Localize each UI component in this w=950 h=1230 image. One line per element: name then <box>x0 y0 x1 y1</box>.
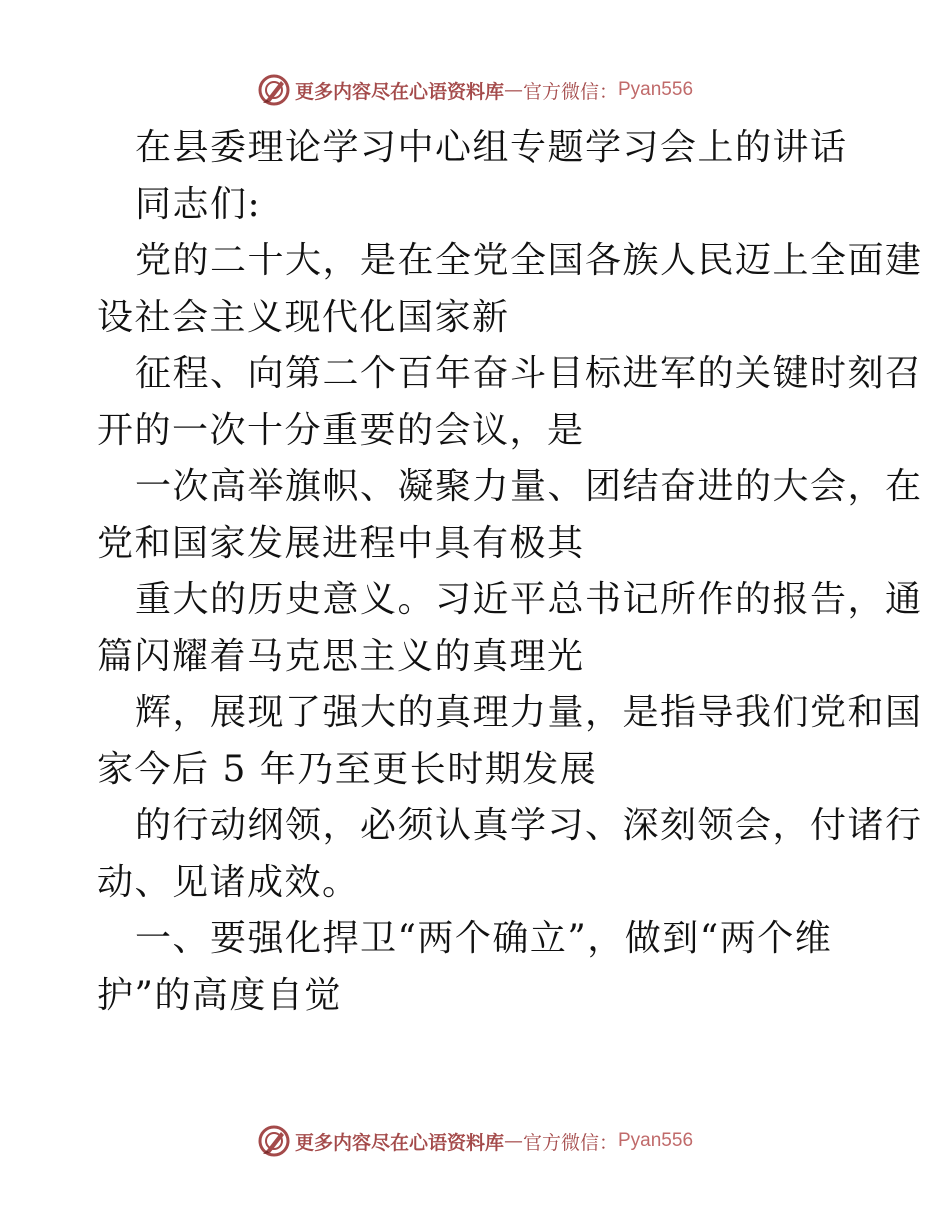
paragraph-line: 家今后 5 年乃至更长时期发展 <box>97 748 598 790</box>
paragraph-line: 征程、向第二个百年奋斗目标进军的关键时刻召 <box>135 353 923 394</box>
document-title: 在县委理论学习中心组专题学习会上的讲话 <box>135 127 848 168</box>
watermark-dash: — <box>503 1130 523 1152</box>
watermark-sub-text: 官方微信： <box>522 80 618 103</box>
paragraph-line: 动、见诸成效。 <box>97 861 360 903</box>
footer-watermark <box>0 1121 950 1161</box>
document-greeting: 同志们: <box>135 183 262 225</box>
paragraph-line: 设社会主义现代化国家新 <box>97 296 510 338</box>
paragraph-line: 开的一次十分重要的会议，是 <box>97 409 585 451</box>
header-watermark <box>0 70 950 110</box>
watermark-main-text: 更多内容尽在心语资料库 <box>294 1131 504 1154</box>
pen-nib-logo-icon <box>257 73 291 107</box>
paragraph-line: 辉，展现了强大的真理力量，是指导我们党和国 <box>135 692 923 733</box>
paragraph-line: 党的二十大，是在全党全国各族人民迈上全面建 <box>135 240 923 281</box>
watermark-main-text: 更多内容尽在心语资料库 <box>294 80 504 103</box>
paragraph-line: 党和国家发展进程中具有极其 <box>97 522 585 564</box>
watermark-wechat-id: Pyan556 <box>618 79 694 100</box>
document-body <box>97 120 923 1024</box>
paragraph-line: 重大的历史意义。习近平总书记所作的报告，通 <box>135 579 923 620</box>
paragraph-line: 的行动纲领，必须认真学习、深刻领会，付诸行 <box>135 805 923 846</box>
watermark-dash: — <box>503 79 523 101</box>
watermark-wechat-id: Pyan556 <box>618 1130 694 1151</box>
paragraph-line: 篇闪耀着马克思主义的真理光 <box>97 635 585 677</box>
pen-nib-logo-icon <box>257 1124 291 1158</box>
watermark-sub-text: 官方微信： <box>522 1131 618 1154</box>
section-heading-line: 护”的高度自觉 <box>97 974 342 1016</box>
section-heading-line: 一、要强化捍卫“两个确立”，做到“两个维 <box>135 918 833 959</box>
paragraph-line: 一次高举旗帜、凝聚力量、团结奋进的大会，在 <box>135 466 923 507</box>
